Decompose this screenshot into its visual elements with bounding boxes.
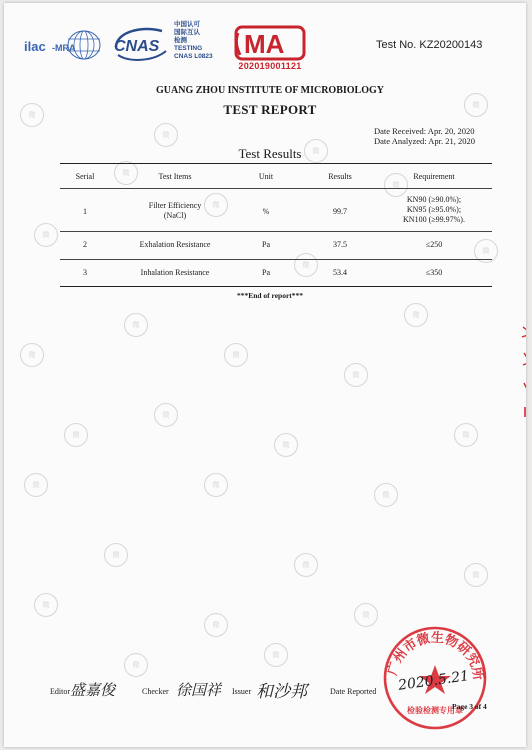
svg-text:ilac: ilac	[24, 39, 46, 54]
watermark-icon: 微	[124, 313, 148, 337]
svg-text:CNAS: CNAS	[114, 38, 160, 55]
watermark-icon: 微	[154, 123, 178, 147]
cnas-line: TESTING	[174, 45, 203, 52]
item-cell: Inhalation Resistance	[140, 268, 210, 277]
report-dates	[374, 126, 475, 146]
table-rule	[60, 163, 492, 164]
issuer-signature: 和沙邦	[256, 682, 307, 702]
report-page	[4, 3, 526, 747]
column-header: Unit	[258, 172, 274, 181]
date-analyzed: Date Analyzed: Apr. 21, 2020	[374, 136, 476, 146]
item-cell: Exhalation Resistance	[139, 240, 211, 249]
watermark-icon: 微	[114, 161, 138, 185]
results-title: Test Results	[238, 146, 302, 161]
svg-text:-MRA: -MRA	[52, 43, 76, 53]
watermark-icon: 微	[204, 193, 228, 217]
cnas-line: 中国认可	[174, 21, 200, 28]
checker-label: Checker	[142, 687, 169, 696]
watermark-icon: 微	[344, 363, 368, 387]
watermark-icon: 微	[454, 423, 478, 447]
result-cell: 99.7	[333, 207, 347, 216]
svg-text:检验检测专用章: 检验检测专用章	[407, 706, 463, 715]
serial-cell: 2	[83, 240, 87, 249]
result-cell: 53.4	[333, 268, 347, 277]
result-cell: 37.5	[333, 240, 347, 249]
requirement-cell: ≤250	[425, 240, 443, 249]
ilac-mra-logo	[22, 29, 102, 65]
unit-cell: %	[262, 207, 270, 216]
table-rule	[60, 188, 492, 189]
watermark-icon: 微	[64, 423, 88, 447]
watermark-icon: 微	[304, 139, 328, 163]
cnas-line: 检测	[174, 37, 187, 44]
item-cell: Filter Efficiency	[148, 201, 202, 210]
requirement-cell: KN90 (≥90.0%);	[406, 195, 462, 204]
watermark-icon: 微	[404, 303, 428, 327]
column-header: Serial	[75, 172, 95, 181]
watermark-icon: 微	[224, 343, 248, 367]
cnas-text-block	[174, 21, 213, 61]
column-header: Results	[328, 172, 352, 181]
watermark-icon: 微	[34, 223, 58, 247]
watermark-icon: 微	[24, 473, 48, 497]
watermark-icon: 微	[20, 343, 44, 367]
requirement-cell: KN95 (≥95.0%);	[406, 205, 462, 214]
cnas-logo	[110, 23, 170, 65]
watermark-icon: 微	[384, 173, 408, 197]
cnas-line: 国际互认	[174, 29, 200, 36]
requirement-cell: ≤350	[425, 268, 443, 277]
end-of-report: ***End of report***	[236, 291, 304, 300]
requirement-cell: KN100 (≥99.97%).	[403, 215, 465, 224]
item-cell-sub: (NaCl)	[163, 211, 187, 220]
watermark-icon: 微	[274, 433, 298, 457]
editor-signature: 盛嘉俊	[70, 681, 116, 699]
watermark-icon: 微	[294, 253, 318, 277]
watermark-icon: 微	[154, 403, 178, 427]
svg-text:广州市微生物研究所: 广州市微生物研究所	[385, 630, 486, 682]
watermark-icon: 微	[204, 613, 228, 637]
watermark-icon: 微	[104, 543, 128, 567]
date-reported-label: Date Reported	[330, 687, 377, 696]
test-number: Test No. KZ20200143	[376, 39, 483, 51]
column-header: Test Items	[158, 172, 192, 181]
serial-cell: 1	[83, 207, 87, 216]
date-received: Date Received: Apr. 20, 2020	[374, 126, 475, 136]
watermark-icon: 微	[354, 603, 378, 627]
watermark-icon: 微	[474, 239, 498, 263]
cnas-line: CNAS L0823	[174, 53, 213, 60]
table-rule	[60, 286, 492, 287]
svg-text:MA: MA	[244, 29, 285, 59]
watermark-icon: 微	[124, 653, 148, 677]
institute-name: GUANG ZHOU INSTITUTE OF MICROBIOLOGY	[156, 85, 384, 96]
date-reported-value: 2020.5.21	[397, 668, 471, 694]
cma-number: 202019001121	[238, 61, 302, 71]
table-rule	[60, 231, 492, 232]
unit-cell: Pa	[262, 240, 270, 249]
cma-logo	[232, 23, 308, 63]
report-title: TEST REPORT	[223, 102, 317, 117]
table-rule	[60, 259, 492, 260]
page-number: Page 3 of 4	[452, 702, 487, 711]
issuer-label: Issuer	[232, 687, 252, 696]
watermark-icon: 微	[20, 103, 44, 127]
column-header: Requirement	[413, 172, 455, 181]
watermark-icon: 微	[374, 483, 398, 507]
editor-label: Editor	[50, 687, 70, 696]
watermark-icon: 微	[34, 593, 58, 617]
watermark-icon: 微	[264, 643, 288, 667]
watermark-icon: 微	[204, 473, 228, 497]
unit-cell: Pa	[262, 268, 270, 277]
checker-signature: 徐国祥	[176, 681, 222, 699]
watermark-icon: 微	[464, 93, 488, 117]
watermark-icon: 微	[464, 563, 488, 587]
edge-seal-marks	[520, 323, 526, 423]
serial-cell: 3	[83, 268, 87, 277]
watermark-icon: 微	[294, 553, 318, 577]
